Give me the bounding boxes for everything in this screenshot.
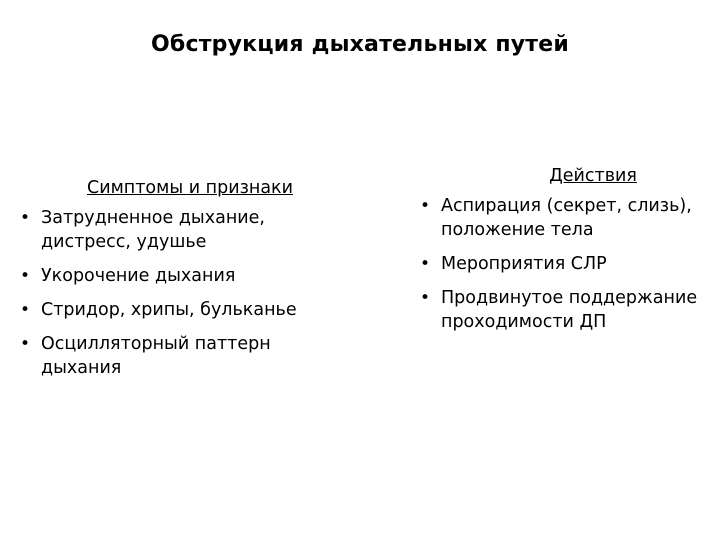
slide-title: Обструкция дыхательных путей xyxy=(151,32,569,57)
symptoms-column xyxy=(18,176,338,390)
bullet-icon: • xyxy=(20,334,31,354)
actions-heading: Действия xyxy=(549,166,637,186)
bullet-icon: • xyxy=(420,288,431,308)
list-item xyxy=(418,286,708,334)
list-item-text: Укорочение дыхания xyxy=(41,266,236,286)
list-item xyxy=(18,206,338,254)
list-item xyxy=(18,332,338,380)
bullet-icon: • xyxy=(20,266,31,286)
actions-list xyxy=(418,194,708,334)
bullet-icon: • xyxy=(20,300,31,320)
bullet-icon: • xyxy=(420,196,431,216)
list-item-text: Аспирация (секрет, слизь), положение тела xyxy=(441,196,692,240)
symptoms-heading: Симптомы и признаки xyxy=(87,178,293,198)
symptoms-list xyxy=(18,206,338,380)
actions-column xyxy=(418,164,708,344)
bullet-icon: • xyxy=(20,208,31,228)
list-item xyxy=(18,298,338,322)
list-item-text: Продвинутое поддержание проходимости ДП xyxy=(441,288,698,332)
list-item-text: Стридор, хрипы, бульканье xyxy=(41,300,297,320)
list-item-text: Мероприятия СЛР xyxy=(441,254,607,274)
list-item xyxy=(18,264,338,288)
list-item xyxy=(418,252,708,276)
bullet-icon: • xyxy=(420,254,431,274)
list-item-text: Затрудненное дыхание, дистресс, удушье xyxy=(41,208,265,252)
list-item xyxy=(418,194,708,242)
list-item-text: Осцилляторный паттерн дыхания xyxy=(41,334,271,378)
